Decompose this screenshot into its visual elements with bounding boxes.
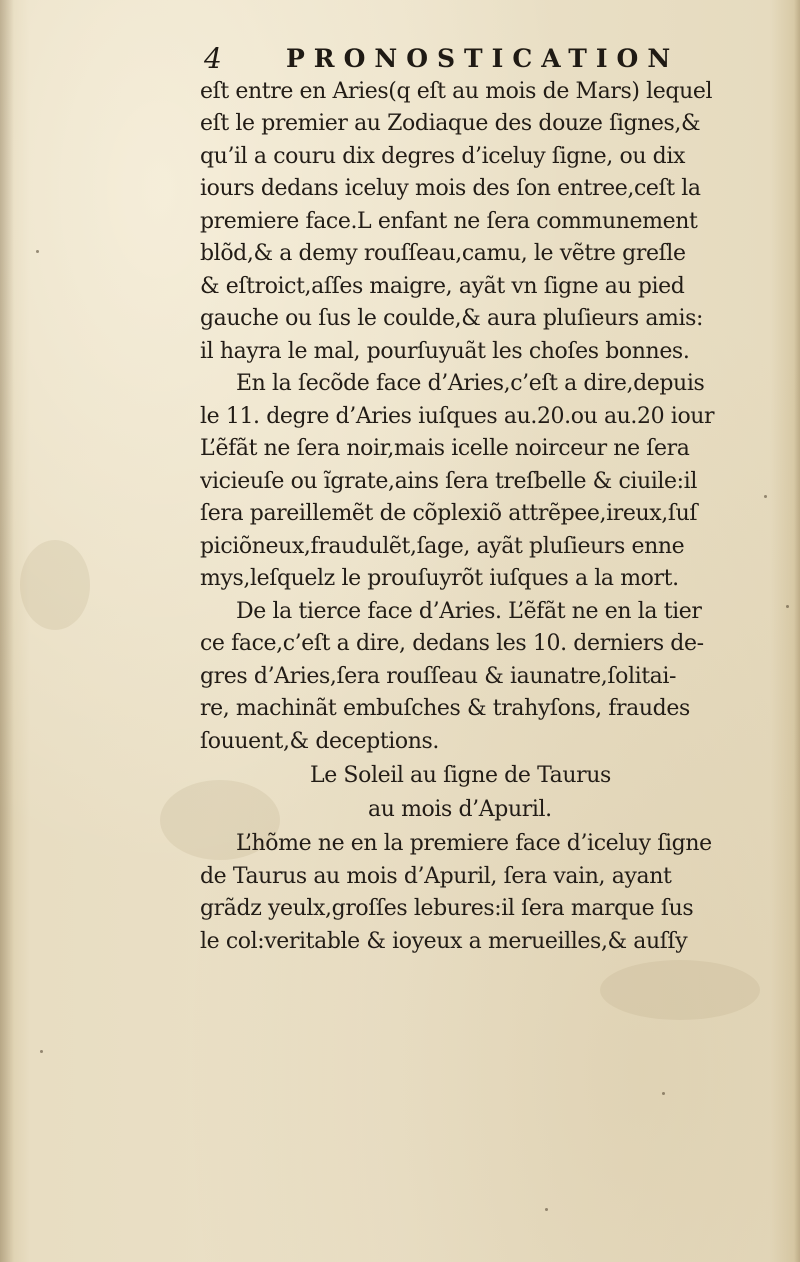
- text-line: le 11. degre d’Aries iuſques au.20.ou au.20 iour: [200, 404, 715, 429]
- paragraph-start-line: De la tierce face d’Aries. L’ẽfãt ne en la tier: [236, 599, 702, 624]
- text-line: grãdz yeulx,groſſes lebures:il ſera marque ſus: [200, 896, 694, 921]
- gutter-shadow: [0, 0, 14, 1262]
- text-line: piciõneux,fraudulẽt,ſage, ayãt pluſieurs enne: [200, 534, 685, 559]
- paragraph-start-line: L’hõme ne en la premiere face d’iceluy ſigne: [236, 831, 712, 856]
- text-line: le col:veritable & ioyeux a merueilles,& auſſy: [200, 929, 688, 954]
- text-line: mys,leſquelz le prouſuyrõt iuſques a la mort.: [200, 566, 679, 591]
- text-line: premiere face.L enfant ne ſera communement: [200, 209, 698, 234]
- text-line: blõd,& a demy rouſſeau,camu, le vẽtre greſle: [200, 241, 686, 266]
- paper-stain: [20, 540, 90, 630]
- section-heading: Le Soleil au ſigne de Taurus: [310, 763, 611, 788]
- text-line: re, machinãt embuſches & trahyſons, fraudes: [200, 696, 690, 721]
- text-line: iours dedans iceluy mois des ſon entree,ceſt la: [200, 176, 701, 201]
- text-line: eſt le premier au Zodiaque des douze ſignes,&: [200, 111, 701, 136]
- text-line: ce face,c’eſt a dire, dedans les 10. derniers de-: [200, 631, 704, 656]
- ink-speck: [662, 1092, 665, 1095]
- text-line: eſt entre en Aries(q eſt au mois de Mars) lequel: [200, 79, 713, 104]
- page-number: 4: [204, 42, 222, 75]
- paragraph-start-line: En la ſecõde face d’Aries,c’eſt a dire,depuis: [236, 371, 705, 396]
- text-line: gres d’Aries,ſera rouſſeau & iaunatre,ſolitai-: [200, 664, 677, 689]
- running-head: PRONOSTICATION: [286, 44, 680, 73]
- text-line: vicieuſe ou ĩgrate,ains ſera treſbelle & ciuile:il: [200, 469, 697, 494]
- page-header: [204, 40, 704, 80]
- text-line: de Taurus au mois d’Apuril, ſera vain, ayant: [200, 864, 672, 889]
- text-line: ſera pareillemẽt de cõplexiõ attrẽpee,ireux,ſuſ: [200, 501, 698, 526]
- page-edge: [794, 0, 800, 1262]
- text-line: & eſtroict,aſſes maigre, ayãt vn ſigne au pied: [200, 274, 685, 299]
- ink-speck: [764, 495, 767, 498]
- text-line: L’ẽfãt ne ſera noir,mais icelle noirceur ne ſera: [200, 436, 690, 461]
- text-line: ſouuent,& deceptions.: [200, 729, 440, 754]
- ink-speck: [545, 1208, 548, 1211]
- ink-speck: [40, 1050, 43, 1053]
- section-subheading: au mois d’Apuril.: [368, 797, 552, 822]
- text-line: qu’il a couru dix degres d’iceluy ſigne, ou dix: [200, 144, 686, 169]
- ink-speck: [36, 250, 39, 253]
- text-line: il hayra le mal, pourſuyuãt les choſes bonnes.: [200, 339, 690, 364]
- text-line: gauche ou ſus le coulde,& aura pluſieurs amis:: [200, 306, 704, 331]
- ink-speck: [786, 605, 789, 608]
- paper-stain: [600, 960, 760, 1020]
